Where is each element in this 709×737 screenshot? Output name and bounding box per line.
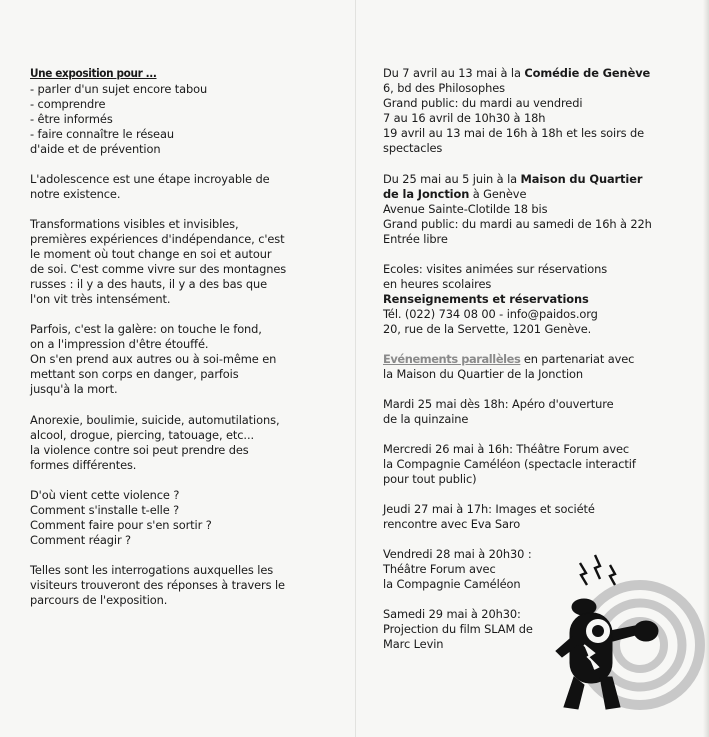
paragraph-violence: Anorexie, boulimie, suicide, automutilations, alcool, drogue, piercing, tatouage, etc... la violence contre soi peut prendre des formes différentes. [30, 413, 280, 472]
venue-comedie [383, 66, 683, 155]
reservations-heading: Renseignements et réservations [383, 292, 589, 306]
paragraph-adolescence: L'adolescence est une étape incroyable de notre existence. [30, 172, 270, 201]
venue-jonction-city: à Genève [469, 186, 527, 201]
paragraph-conclusion: Telles sont les interrogations auxquelles les visiteurs trouveront des réponses à travers le parcours de l'exposition. [30, 563, 285, 607]
contact-info: Tél. (022) 734 08 00 - info@paidos.org 20, rue de la Servette, 1201 Genève. [383, 307, 598, 336]
event-item: Jeudi 27 mai à 17h: Images et société rencontre avec Eva Saro [383, 502, 595, 531]
venue-jonction-name: Maison du Quartier de la Jonction [383, 172, 643, 201]
paragraph-transformations: Transformations visibles et invisibles, premières expériences d'indépendance, c'est le moment où tout change en soi et autour de soi. C'est comme vivre sur des montagnes russes : il y a des hauts, il y a des bas que l'on vit très intensément. [30, 217, 287, 306]
venue-comedie-details: 6, bd des Philosophes Grand public: du mardi au vendredi 7 au 16 avril de 10h30 à 18h 19 avril au 13 mai de 16h à 18h et les soirs de spectacles [383, 80, 645, 155]
cartoon-figure-icon [540, 545, 705, 725]
events-partner: en partenariat avec la Maison du Quartier de la Jonction [383, 352, 635, 381]
event-item: Samedi 29 mai à 20h30: Projection du film SLAM de Marc Levin [383, 607, 533, 651]
venue-jonction [383, 172, 683, 247]
events-intro [383, 352, 683, 382]
venue-jonction-details: Avenue Sainte-Clotilde 18 bis Grand public: du mardi au samedi de 16h à 22h Entrée libre [383, 201, 652, 246]
event-item: Mercredi 26 mai à 16h: Théâtre Forum avec la Compagnie Caméléon (spectacle interactif pour tout public) [383, 442, 636, 486]
schools-info: Ecoles: visites animées sur réservations en heures scolaires [383, 262, 608, 291]
event-item: Mardi 25 mai dès 18h: Apéro d'ouverture de la quinzaine [383, 397, 614, 426]
questions-list: D'où vient cette violence ? Comment s'installe t-elle ? Comment faire pour s'en sortir ? Comment réagir ? [30, 488, 212, 547]
venue-comedie-intro: Du 7 avril au 13 mai à la [383, 66, 525, 80]
event-item: Vendredi 28 mai à 20h30 : Théâtre Forum avec la Compagnie Caméléon [383, 547, 532, 591]
events-heading: Evénements parallèles [383, 352, 521, 366]
page-fold [355, 0, 356, 737]
purpose-list: - parler d'un sujet encore tabou - comprendre - être informés - faire connaître le réseau d'aide et de prévention [30, 82, 208, 156]
venue-comedie-name: Comédie de Genève [524, 66, 651, 80]
venue-jonction-intro: Du 25 mai au 5 juin à la [383, 172, 521, 186]
exhibition-heading: Une exposition pour ... [30, 66, 157, 80]
paragraph-galere: Parfois, c'est la galère: on touche le fond, on a l'impression d'être étouffé. On s'en prend aux autres ou à soi-même en mettant son corps en danger, parfois jusqu'à la mort. [30, 322, 277, 396]
